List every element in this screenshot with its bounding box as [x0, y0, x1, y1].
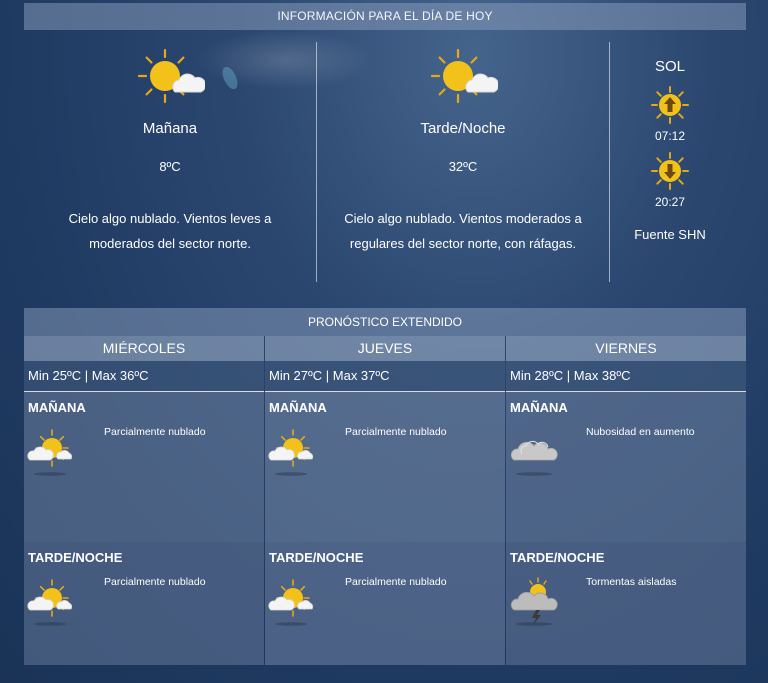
today-morning-temp: 8ºC	[159, 159, 181, 174]
sunset-icon	[650, 151, 690, 191]
evening-slot	[506, 542, 746, 665]
day-name: JUEVES	[265, 336, 505, 361]
sunset-time: 20:27	[654, 195, 686, 209]
today-evening-temp: 32ºC	[448, 159, 478, 174]
sun-cloud-icon	[267, 426, 321, 478]
slot-label: MAÑANA	[269, 400, 327, 415]
today-evening-desc-line2: regulares del sector norte, con ráfagas.	[349, 236, 577, 251]
slot-desc: Parcialmente nublado	[104, 426, 206, 438]
today-morning-desc-line2: moderados del sector norte.	[89, 236, 251, 251]
slot-label: TARDE/NOCHE	[510, 550, 605, 565]
extended-header: PRONÓSTICO EXTENDIDO	[24, 308, 746, 336]
slot-desc: Nubosidad en aumento	[586, 426, 695, 438]
storm-icon	[508, 576, 562, 628]
morning-slot	[506, 392, 746, 542]
forecast-day	[265, 336, 505, 664]
day-name: VIERNES	[506, 336, 746, 361]
sun-cloud-icon	[135, 46, 205, 108]
today-evening-period: Tarde/Noche	[420, 120, 506, 137]
slot-desc: Parcialmente nublado	[345, 426, 447, 438]
slot-label: MAÑANA	[510, 400, 568, 415]
morning-slot	[24, 392, 264, 542]
sunrise-time: 07:12	[654, 129, 686, 143]
today-morning-desc-line1: Cielo algo nublado. Vientos leves a	[68, 211, 272, 226]
forecast-day	[506, 336, 746, 664]
today-evening-desc	[317, 206, 609, 256]
morning-slot	[265, 392, 505, 542]
today-morning-panel	[24, 40, 316, 256]
day-minmax: Min 28ºC | Max 38ºC	[506, 361, 746, 392]
day-name: MIÉRCOLES	[24, 336, 264, 361]
day-minmax: Min 27ºC | Max 37ºC	[265, 361, 505, 392]
today-morning-desc	[24, 206, 316, 256]
today-header: INFORMACIÓN PARA EL DÍA DE HOY	[24, 3, 746, 30]
sun-cloud-icon	[26, 576, 80, 628]
evening-slot	[24, 542, 264, 665]
today-evening-desc-line1: Cielo algo nublado. Vientos moderados a	[344, 211, 582, 226]
forecast-day	[24, 336, 264, 664]
slot-desc: Tormentas aisladas	[586, 576, 677, 588]
sun-cloud-icon	[428, 46, 498, 108]
sun-cloud-icon	[267, 576, 321, 628]
extended-forecast	[24, 308, 746, 664]
slot-label: MAÑANA	[28, 400, 86, 415]
today-morning-period: Mañana	[142, 120, 198, 137]
sol-panel	[610, 58, 730, 242]
sunrise-icon	[650, 85, 690, 125]
evening-slot	[265, 542, 505, 665]
day-minmax: Min 25ºC | Max 36ºC	[24, 361, 264, 392]
source-label: Fuente SHN	[634, 227, 706, 242]
sol-title: SOL	[654, 58, 685, 75]
sun-cloud-icon	[26, 426, 80, 478]
cloud-icon	[508, 426, 562, 478]
slot-desc: Parcialmente nublado	[104, 576, 206, 588]
slot-label: TARDE/NOCHE	[269, 550, 364, 565]
slot-label: TARDE/NOCHE	[28, 550, 123, 565]
today-evening-panel	[317, 40, 609, 256]
slot-desc: Parcialmente nublado	[345, 576, 447, 588]
